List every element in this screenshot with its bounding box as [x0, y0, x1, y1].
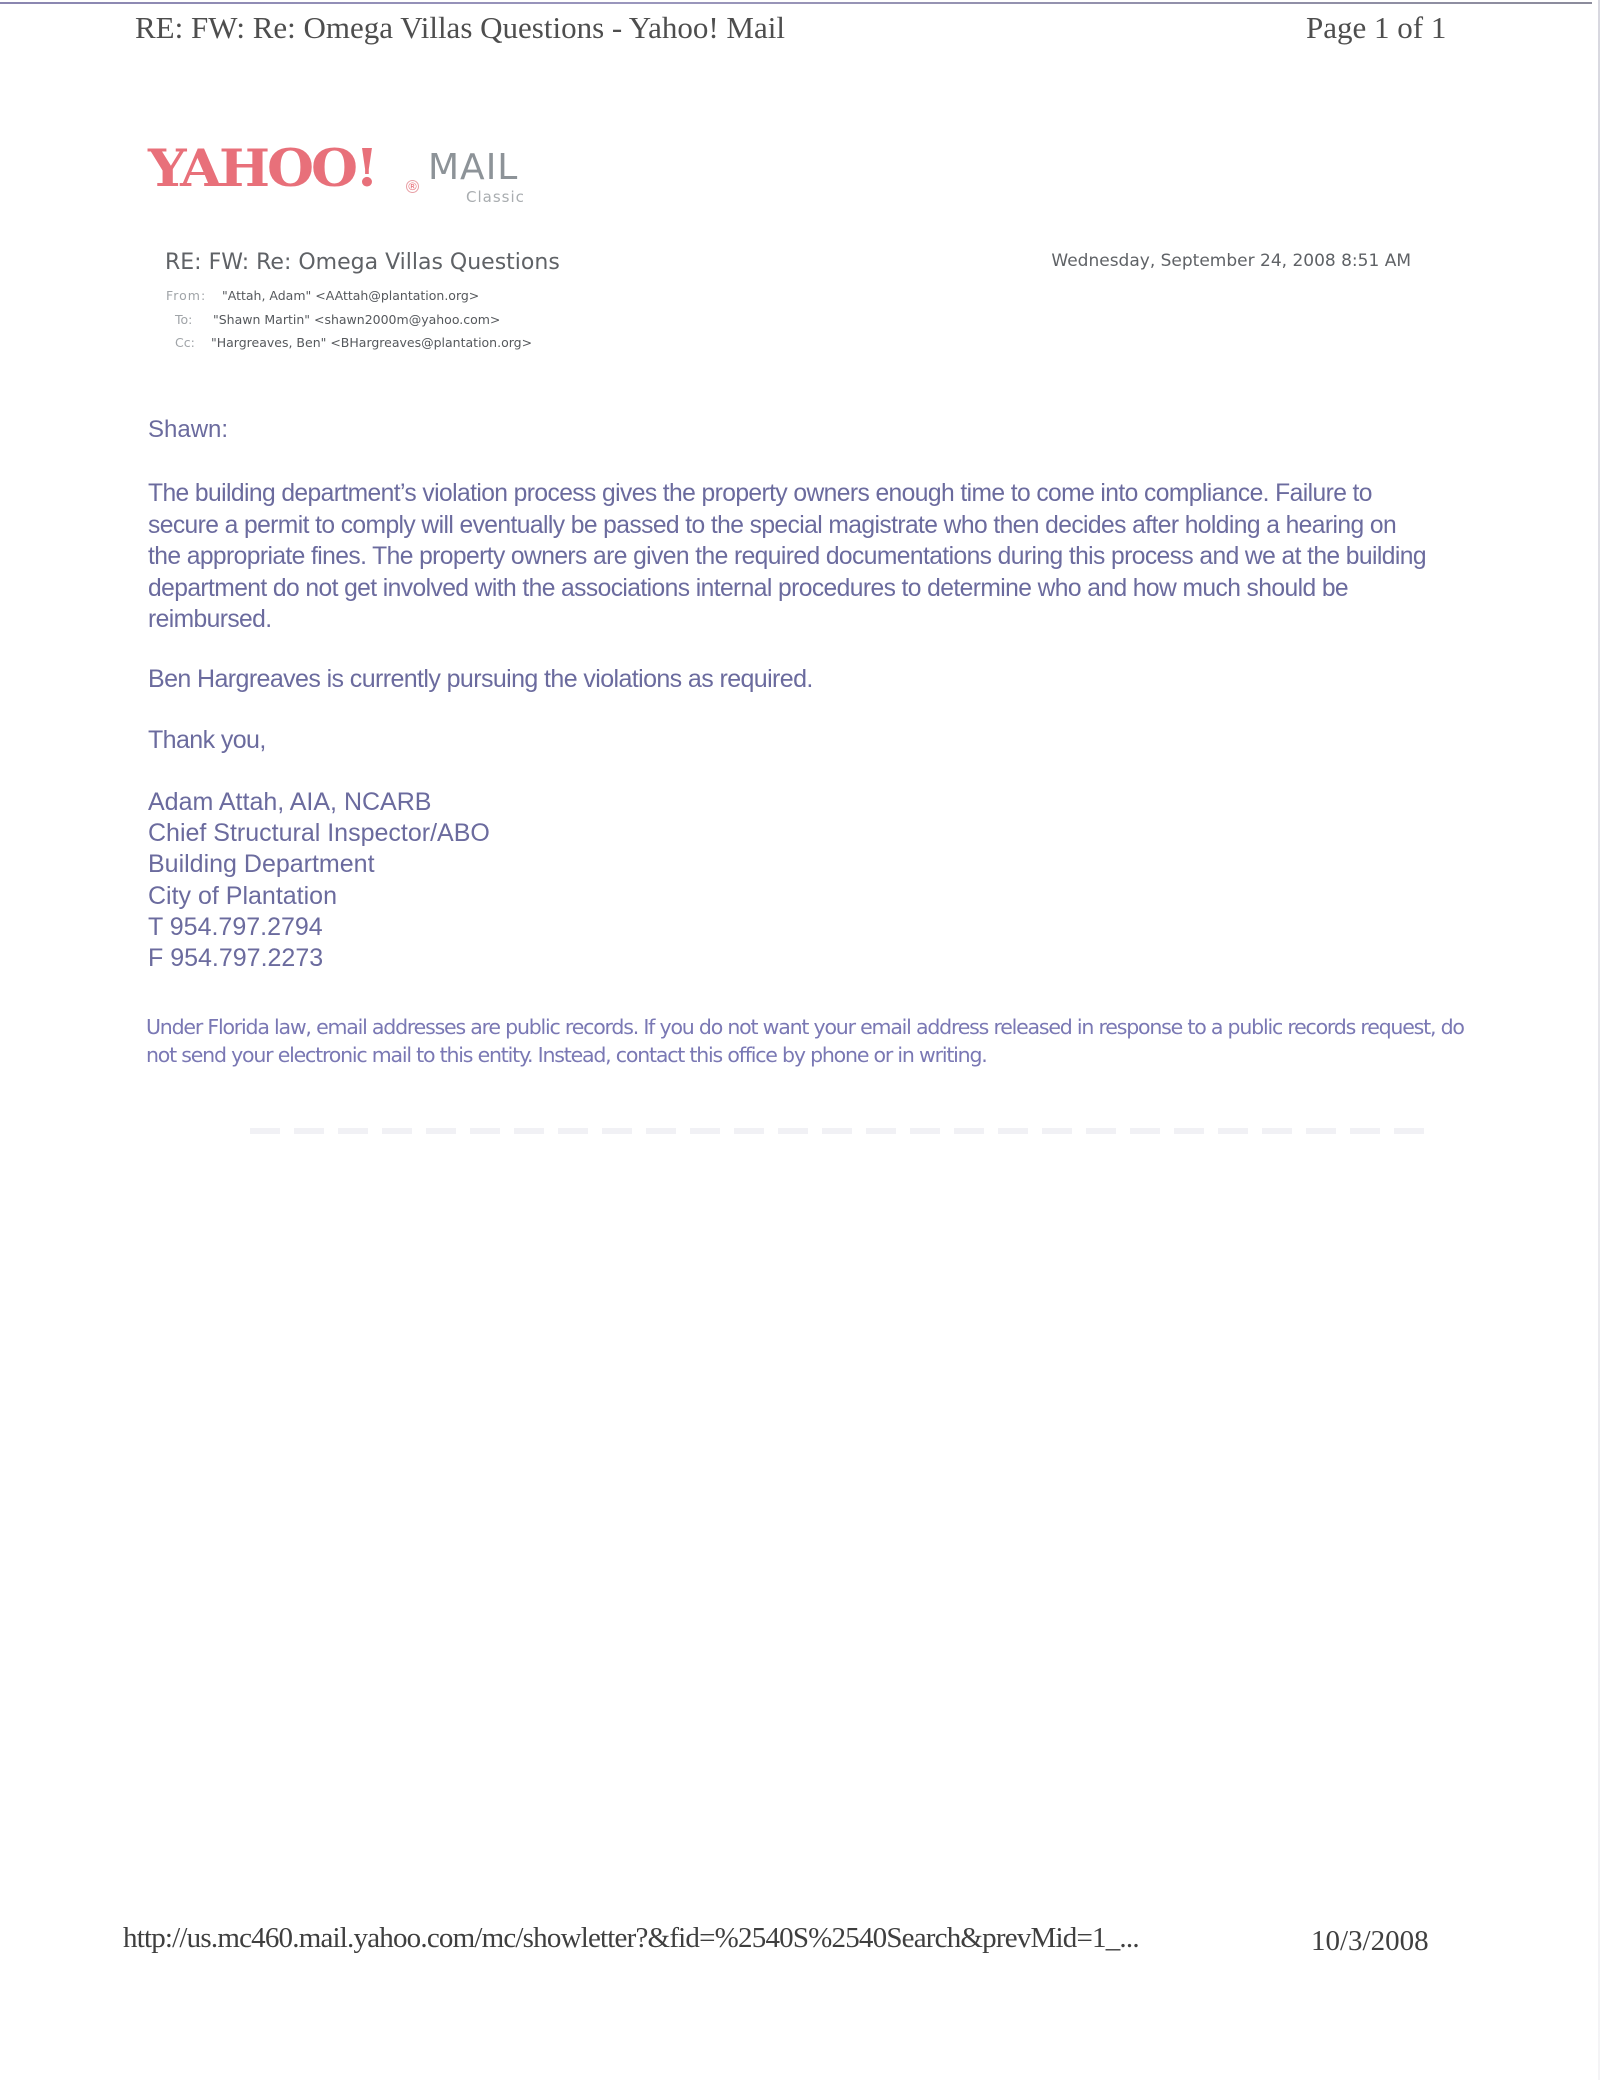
to-value: "Shawn Martin" <shawn2000m@yahoo.com> [213, 312, 501, 327]
message-subject: RE: FW: Re: Omega Villas Questions [165, 250, 560, 275]
message-date: Wednesday, September 24, 2008 8:51 AM [1051, 251, 1411, 271]
print-page-indicator: Page 1 of 1 [1306, 10, 1447, 45]
public-records-disclaimer: Under Florida law, email addresses are public records. If you do not want your email address released in response to a public records request, do not send your electronic mail to this entity. Instead, contact this office by phone or in writing. [146, 1015, 1464, 1067]
cc-value: "Hargreaves, Ben" <BHargreaves@plantation.org> [211, 335, 533, 350]
signature-name: Adam Attah, AIA, NCARB [148, 788, 432, 816]
signature-department: Building Department [148, 850, 375, 879]
print-footer-url: http://us.mc460.mail.yahoo.com/mc/showletter?&fid=%2540S%2540Search&prevMid=1_... [123, 1922, 1139, 1954]
message-paragraph-2: Ben Hargreaves is currently pursuing the violations as required. [148, 665, 813, 693]
signature-block [148, 787, 490, 974]
message-paragraph-1: The building department’s violation process gives the property owners enough time to come into compliance. Failure to secure a permit to comply will eventually be passed to the special magistrate who then decides after holding a hearing on the appropriate fines. The property owners are given the required documentations during this process and we at the building department do not get involved with the associations internal procedures to determine who and how much should be reimbursed. [148, 479, 1426, 633]
scan-artifact [250, 1128, 1430, 1134]
signature-organization: City of Plantation [148, 881, 337, 910]
signature-fax: F 954.797.2273 [148, 944, 324, 973]
print-header-title: RE: FW: Re: Omega Villas Questions - Yahoo! Mail [135, 10, 785, 45]
message-greeting: Shawn: [148, 416, 229, 443]
from-label: From: [166, 288, 207, 303]
header-cc [175, 335, 532, 350]
top-rule [0, 2, 1592, 4]
message-closing: Thank you, [148, 726, 266, 754]
signature-phone: T 954.797.2794 [148, 912, 323, 941]
yahoo-wordmark: YAHOO! [148, 137, 376, 199]
header-to [175, 312, 500, 327]
print-footer-date: 10/3/2008 [1311, 1925, 1429, 1957]
registered-mark-icon: ® [407, 180, 418, 193]
yahoo-mail-logo [148, 138, 548, 208]
header-from [166, 288, 479, 303]
mail-wordmark: MAIL [428, 147, 519, 188]
to-label: To: [175, 312, 193, 327]
signature-title: Chief Structural Inspector/ABO [148, 819, 490, 848]
classic-label: Classic [466, 188, 525, 206]
cc-label: Cc: [175, 335, 195, 350]
from-value: "Attah, Adam" <AAttah@plantation.org> [222, 288, 480, 303]
